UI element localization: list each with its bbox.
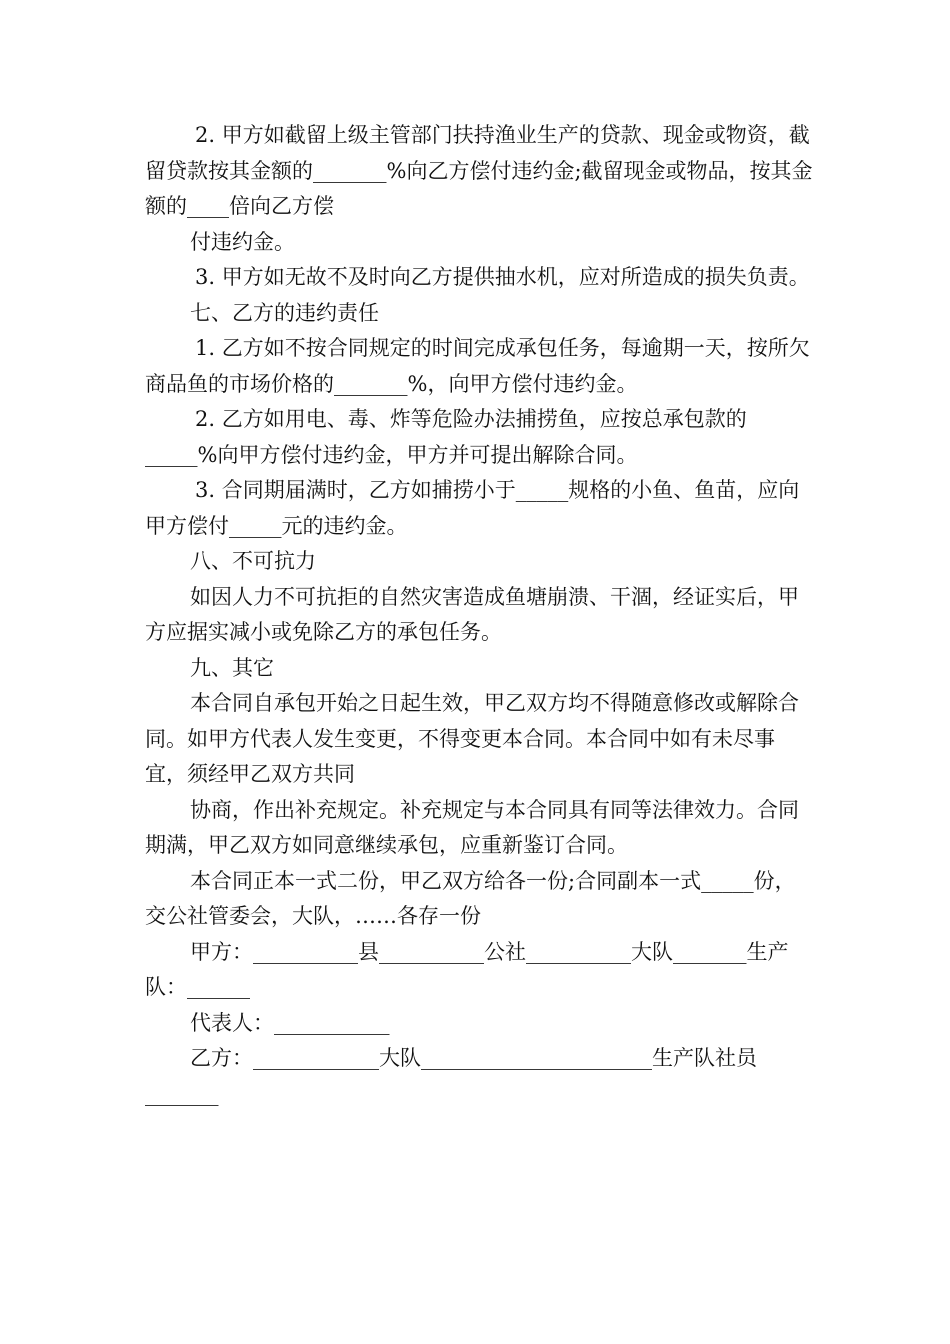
paragraph: 乙方：____________大队______________________生产队社员_______	[145, 1046, 757, 1106]
paragraph: 1. 乙方如不按合同规定的时间完成承包任务，每逾期一天，按所欠商品鱼的市场价格的_______%，向甲方偿付违约金。	[145, 336, 810, 396]
document-body	[145, 118, 815, 1112]
paragraph: 八、不可抗力	[190, 549, 316, 573]
paragraph: 3. 合同期届满时，乙方如捕捞小于_____规格的小鱼、鱼苗，应向甲方偿付_____元的违约金。	[145, 478, 800, 538]
paragraph: 协商，作出补充规定。补充规定与本合同具有同等法律效力。合同期满，甲乙双方如同意继续承包，应重新鉴订合同。	[145, 797, 799, 857]
paragraph: 七、乙方的违约责任	[190, 300, 379, 325]
paragraph: 本合同自承包开始之日起生效，甲乙双方均不得随意修改或解除合同。如甲方代表人发生变更，不得变更本合同。本合同中如有未尽事宜，须经甲乙双方共同	[145, 691, 799, 786]
paragraph: 3. 甲方如无故不及时向乙方提供抽水机，应对所造成的损失负责。	[195, 265, 810, 289]
paragraph: 2. 甲方如截留上级主管部门扶持渔业生产的贷款、现金或物资，截留贷款按其金额的_______%向乙方偿付违约金;截留现金或物品，按其金额的____倍向乙方偿	[145, 123, 813, 218]
paragraph: 本合同正本一式二份，甲乙双方给各一份;合同副本一式_____份，交公社管委会，大队，……各存一份	[145, 868, 796, 928]
paragraph: 甲方：__________县__________公社__________大队_______生产队：______	[145, 939, 789, 999]
paragraph: 九、其它	[190, 655, 274, 680]
paragraph: 代表人：___________	[190, 1010, 390, 1035]
paragraph: 如因人力不可抗拒的自然灾害造成鱼塘崩溃、干涸，经证实后，甲方应据实减小或免除乙方的承包任务。	[145, 584, 799, 644]
paragraph: 2. 乙方如用电、毒、炸等危险办法捕捞鱼，应按总承包款的_____%向甲方偿付违约金，甲方并可提出解除合同。	[145, 407, 747, 467]
paragraph: 付违约金。	[190, 229, 295, 254]
